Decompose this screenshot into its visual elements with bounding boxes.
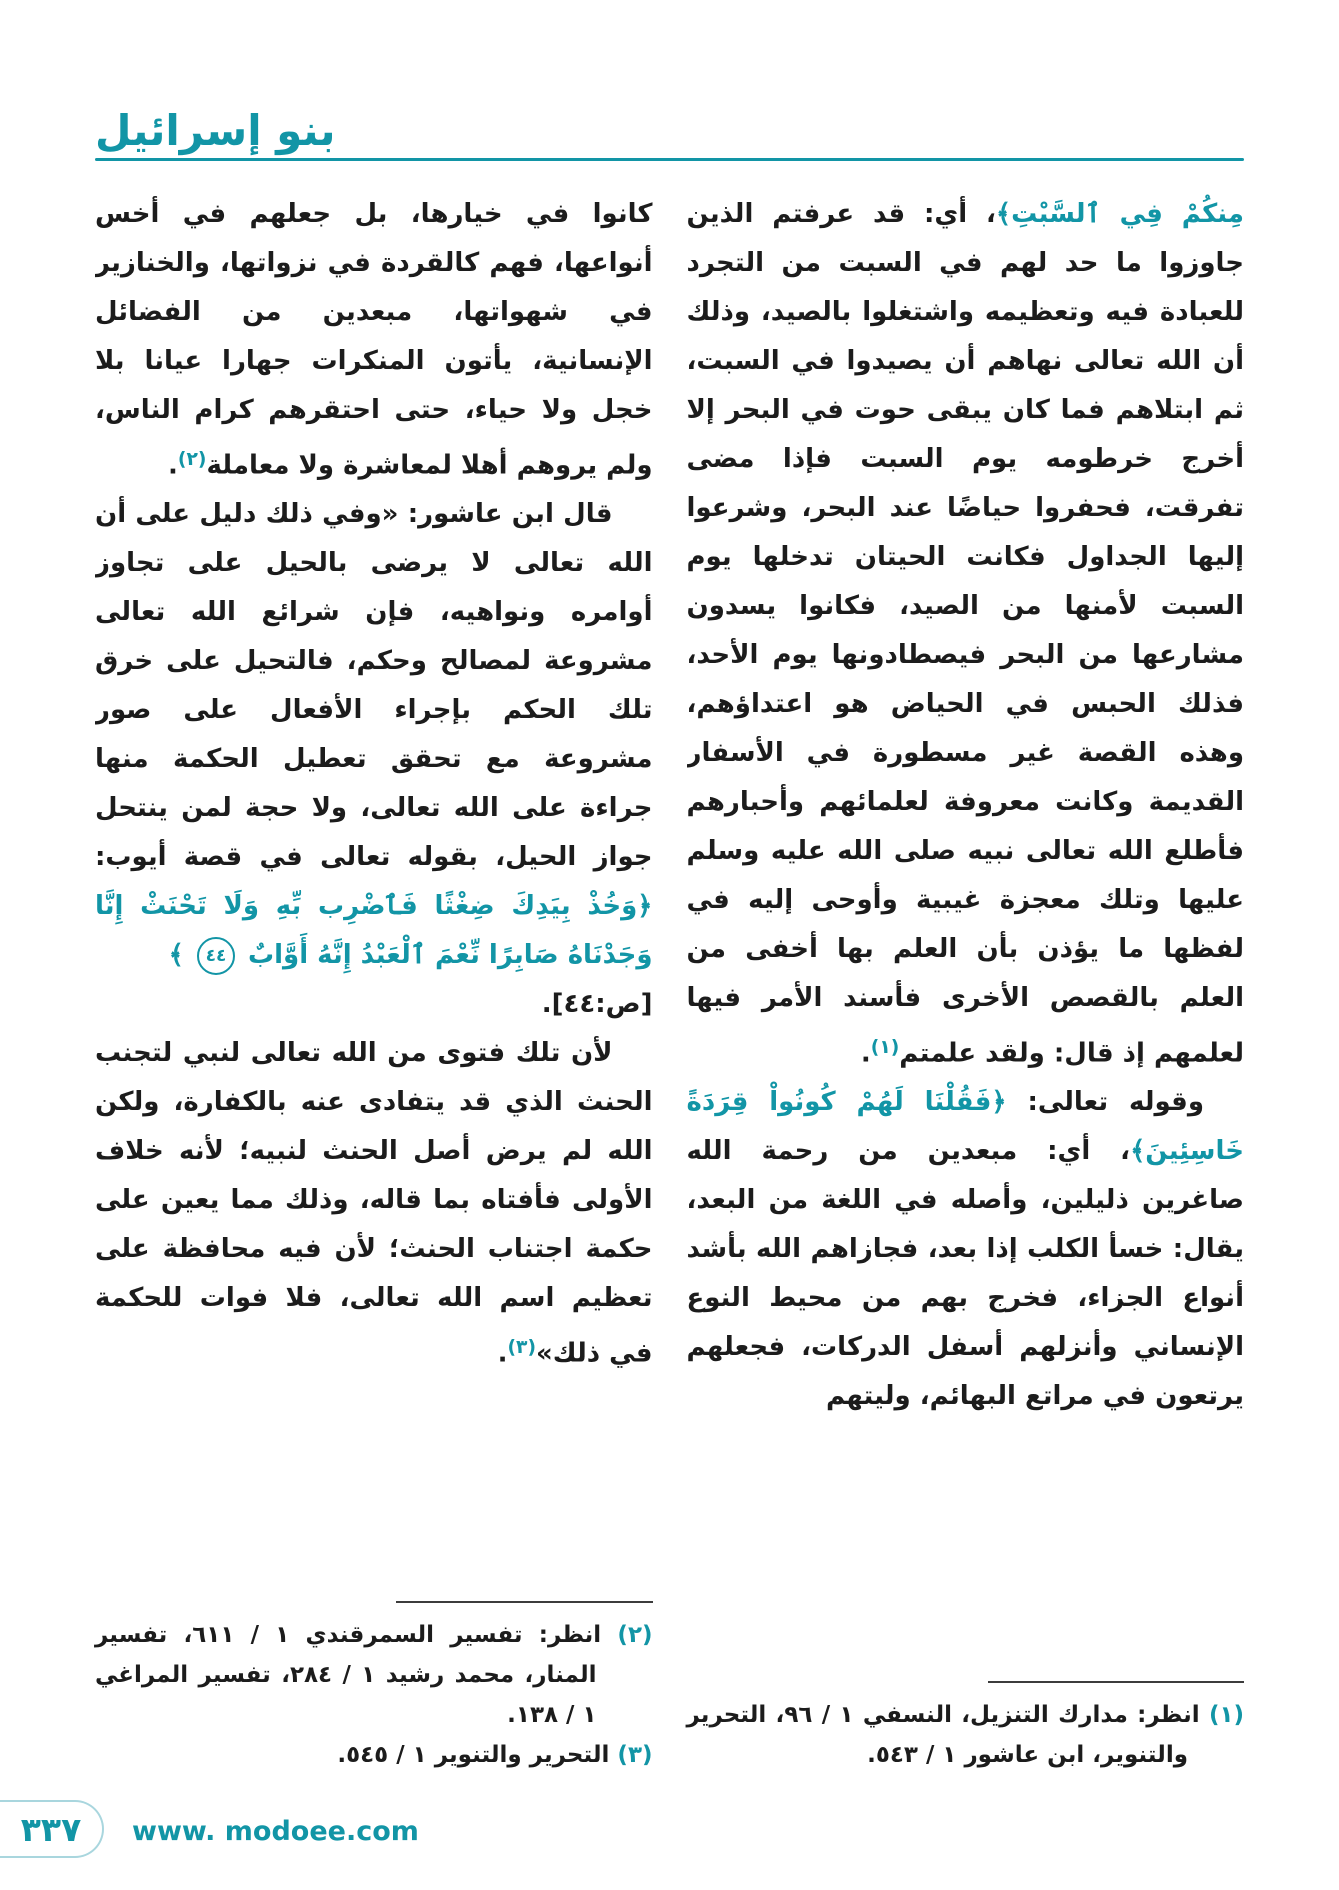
footnote xyxy=(95,1735,653,1775)
page-number: ٣٣٧ xyxy=(20,1809,82,1849)
body-text: ، أي: قد عرفتم الذين جاوزوا ما حد لهم في السبت من التجرد للعبادة فيه وتعظيمه واشتغلوا بالصيد، وذلك أن الله تعالى نهاهم أن يصيدوا في السبت، ثم ابتلاهم فما كان يبقى حوت في البحر إلا أخرج خرطومه يوم السبت فإذا مضى تفرقت، فحفروا حياضًا عند البحر، وشرعوا إليها الجداول فكانت الحيتان تدخلها يوم السبت لأمنها من الصيد، فكانوا يسدون مشارعها من البحر فيصطادونها يوم الأحد، فذلك الحبس في الحياض هو اعتداؤهم، وهذه القصة غير مسطورة في الأسفار القديمة وكانت معروفة لعلمائهم وأحبارهم فأطلع الله تعالى نبيه صلى الله عليه وسلم عليها وتلك معجزة غيبية وأوحى إليه في لفظها ما يؤذن بأن العلم بها أخفى من العلم بالقصص الأخرى فأسند الأمر فيها لعلمهم إذ قال: ولقد علمتم xyxy=(686,199,1244,1069)
page-number-badge xyxy=(0,1800,104,1858)
footnote-list xyxy=(95,1615,653,1775)
footnote-divider xyxy=(988,1681,1244,1683)
footnote-marker: (٢) xyxy=(177,449,207,470)
paragraph xyxy=(687,190,1245,1078)
footnote-marker: (١) xyxy=(870,1037,900,1058)
footnote-number: (٣) xyxy=(617,1742,653,1768)
left-column-body xyxy=(95,190,653,1587)
quran-verse: ﴿فَقُلْنَا لَهُمْ كُونُواْ قِرَدَةً خَاسِئِينَ﴾ xyxy=(686,1087,1244,1167)
body-text: وقوله تعالى: xyxy=(1006,1087,1204,1118)
body-text: قال ابن عاشور: «وفي ذلك دليل على أن الله تعالى لا يرضى بالحيل على تجاوز أوامره ونواهيه، فإن شرائع الله تعالى مشروعة لمصالح وحكم، فالتحيل على خرق تلك الحكم بإجراء الأفعال على صور مشروعة مع تحقق تعطيل الحكمة منها جراءة على الله تعالى، ولا حجة لمن ينتحل جواز الحيل، بقوله تعالى في قصة أيوب: xyxy=(95,499,653,873)
body-text: كانوا في خيارها، بل جعلهم في أخس أنواعها، فهم كالقردة في نزواتها، والخنازير في شهواتها، مبعدين من الفضائل الإنسانية، يأتون المنكرات جهارا عيانا بلا خجل ولا حياء، حتى احتقرهم كرام الناس، ولم يروهم أهلا لمعاشرة ولا معاملة xyxy=(95,199,653,481)
quran-verse: ﴾ xyxy=(168,940,193,971)
left-column xyxy=(95,190,653,1775)
body-text: . xyxy=(860,1038,871,1069)
header-divider xyxy=(95,158,1244,161)
footnote xyxy=(687,1695,1245,1775)
footnote-number: (٢) xyxy=(617,1622,653,1648)
paragraph xyxy=(95,190,653,490)
footnote xyxy=(95,1615,653,1735)
ayah-number: ٤٤ xyxy=(197,937,235,975)
right-column-body xyxy=(687,190,1245,1667)
page-header xyxy=(95,74,336,154)
quran-verse: ﴿وَخُذْ بِيَدِكَ ضِغْثًا فَٱضْرِب بِّهِ وَلَا تَحْنَثْ إِنَّا وَجَدْنَاهُ صَابِرًا نِّعْمَ ٱلْعَبْدُ إِنَّهُ أَوَّابٌ xyxy=(95,891,653,971)
text-columns xyxy=(95,190,1244,1775)
right-column xyxy=(687,190,1245,1775)
paragraph xyxy=(95,1029,653,1378)
footnote-text: التحرير والتنوير ١ / ٥٤٥. xyxy=(337,1742,618,1768)
body-text: ، أي: مبعدين من رحمة الله صاغرين ذليلين، وأصله في اللغة من البعد، يقال: خسأ الكلب إذا بعد، فجازاهم الله بأشد أنواع الجزاء، فخرج بهم من محيط النوع الإنساني وأنزلهم أسفل الدركات، فجعلهم يرتعون في مراتع البهائم، وليتهم xyxy=(686,1136,1244,1412)
footnote-text: انظر: مدارك التنزيل، النسفي ١ / ٩٦، التحرير والتنوير، ابن عاشور ١ / ٥٤٣. xyxy=(686,1702,1209,1768)
paragraph xyxy=(95,490,653,1029)
left-column-footnotes xyxy=(95,1601,653,1775)
body-text: . xyxy=(497,1338,508,1369)
chapter-title: بنو إسرائيل xyxy=(95,105,336,155)
footnote-text: انظر: تفسير السمرقندي ١ / ٦١١، تفسير المنار، محمد رشيد ١ / ٢٨٤، تفسير المراغي ١ / ١٣٨. xyxy=(95,1622,618,1728)
body-text: . xyxy=(168,450,178,481)
paragraph xyxy=(687,1078,1245,1421)
footnote-divider xyxy=(396,1601,652,1603)
website-text: www. modoee.com xyxy=(132,1816,419,1847)
footnote-marker: (٣) xyxy=(507,1337,536,1359)
footnote-number: (١) xyxy=(1208,1702,1245,1728)
body-text: لأن تلك فتوى من الله تعالى لنبي لتجنب الحنث الذي قد يتفادى عنه بالكفارة، ولكن الله لم يرض أصل الحنث لنبيه؛ لأنه خلاف الأولى فأفتاه بما قاله، وذلك مما يعين على حكمة اجتناب الحنث؛ لأن فيه محافظة على تعظيم اسم الله تعالى، فلا فوات للحكمة في ذلك» xyxy=(95,1038,653,1369)
footnote-list xyxy=(687,1695,1245,1775)
right-column-footnotes xyxy=(687,1681,1245,1775)
body-text: [ص:٤٤]. xyxy=(541,989,653,1020)
quran-verse: مِنكُمْ فِي ٱلسَّبْتِ﴾ xyxy=(995,199,1244,229)
